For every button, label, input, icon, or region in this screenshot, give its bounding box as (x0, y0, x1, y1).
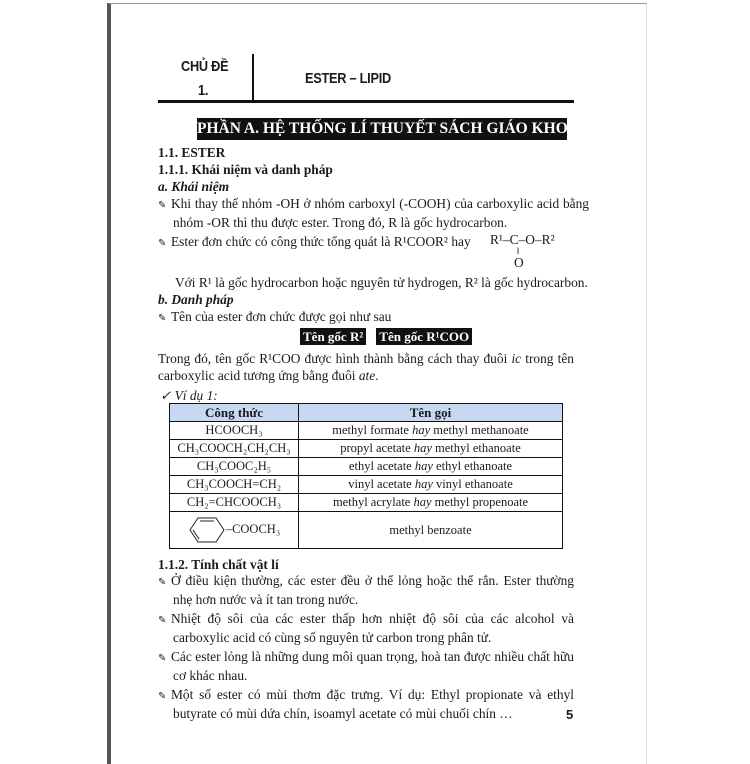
name-cell (299, 476, 563, 494)
name-label-r1coo: Tên gốc R¹COO (376, 328, 472, 345)
text: hay (412, 423, 431, 437)
carbonyl-oxygen: O (514, 255, 524, 270)
table-row (170, 440, 563, 458)
chapter-number: 1. (198, 82, 209, 99)
name-cell (299, 494, 563, 512)
text: Trong đó, tên gốc R¹COO được hình thành bằng cách thay đuôi (158, 351, 512, 366)
pen-bullet-icon: ✎ (158, 577, 167, 588)
column-header: Công thức (170, 404, 299, 422)
example-label (160, 387, 218, 404)
text: ethyl acetate (348, 459, 412, 473)
header-divider (252, 54, 254, 102)
bullet-item (158, 308, 574, 327)
bullet-item (158, 572, 574, 608)
text: hay (414, 477, 433, 491)
text: –COOCH₃ (225, 521, 281, 536)
formula-cell: HCOOCH₃ (170, 422, 299, 440)
formula-cell: CH₃COOCH=CH₂ (170, 476, 299, 494)
pen-bullet-icon: ✎ (158, 653, 167, 664)
formula-cell (170, 512, 299, 549)
table-row (170, 494, 563, 512)
text: methyl formate (332, 423, 409, 437)
bullet-text: Ester đơn chức có công thức tổng quát là (171, 234, 391, 249)
structural-formula: R¹–C–O–R² (490, 232, 555, 247)
text: hay (413, 441, 432, 455)
text: vinyl acetate (348, 477, 412, 491)
bullet-text: Khi thay thế nhóm -OH ở nhóm carboxyl (-COOH) của carboxylic acid bằng nhóm -OR thì thu được ester. Trong đó, R là gốc hydrocarbon. (171, 196, 589, 230)
double-bond-mark: ‖ (517, 246, 520, 256)
pen-bullet-icon: ✎ (158, 238, 167, 249)
table-row (170, 422, 563, 440)
heading-1-1-1: 1.1.1. Khái niệm và danh pháp (158, 162, 333, 177)
header-rule (158, 100, 574, 103)
text: hay (414, 459, 433, 473)
text: ic (511, 351, 522, 366)
page-number: 5 (566, 707, 574, 722)
ester-names-table (169, 403, 563, 549)
pen-bullet-icon: ✎ (158, 691, 167, 702)
section-banner: PHẦN A. HỆ THỐNG LÍ THUYẾT SÁCH GIÁO KHOA (197, 118, 567, 140)
pen-bullet-icon: ✎ (158, 200, 167, 211)
formula-cell: CH₃COOC₂H₅ (170, 458, 299, 476)
benzene-ring-icon (188, 515, 226, 545)
pen-bullet-icon: ✎ (158, 313, 167, 324)
formula-cell: CH₃COOCH₂CH₂CH₃ (170, 440, 299, 458)
table-row (170, 458, 563, 476)
hay-text: hay (451, 234, 471, 249)
chapter-label: CHỦ ĐỀ (181, 58, 229, 75)
text: hay (413, 495, 432, 509)
name-cell (299, 458, 563, 476)
heading-1-1: 1.1. ESTER (158, 145, 226, 160)
heading-a: a. Khái niệm (158, 179, 230, 194)
naming-rule (300, 328, 472, 345)
name-cell (299, 422, 563, 440)
text: propyl acetate (340, 441, 411, 455)
text: methyl ethanoate (435, 441, 521, 455)
r-definition: Với R¹ là gốc hydrocarbon hoặc nguyên tử hydrogen, R² là gốc hydrocarbon. (175, 275, 588, 290)
text: . (375, 368, 379, 383)
bullet-item (158, 610, 574, 646)
bullet-item (158, 686, 574, 722)
table-header-row (170, 404, 563, 422)
text: methyl propenoate (434, 495, 529, 509)
text: ate (358, 368, 376, 383)
general-formula: R¹COOR² (393, 234, 448, 249)
text: trong tên carboxylic acid tương ứng bằng đuôi (158, 351, 574, 383)
text: ethyl ethanoate (436, 459, 513, 473)
check-icon: ✓ (160, 388, 172, 403)
naming-explanation (158, 350, 574, 384)
bullet-text: Nhiệt độ sôi của các ester thấp hơn nhiệt độ sôi của các alcohol và carboxylic acid có cùng số nguyên tử carbon trong phân tử. (171, 611, 574, 645)
bullet-item (158, 195, 589, 231)
heading-b: b. Danh pháp (158, 292, 234, 307)
heading-1-1-2: 1.1.2. Tính chất vật lí (158, 557, 279, 572)
name-cell: methyl benzoate (299, 512, 563, 549)
name-cell (299, 440, 563, 458)
text: vinyl ethanoate (436, 477, 513, 491)
table-row (170, 476, 563, 494)
text: methyl acrylate (332, 495, 411, 509)
name-label-r2: Tên gốc R² (300, 328, 366, 345)
bullet-text: Một số ester có mùi thơm đặc trưng. Ví dụ: Ethyl propionate và ethyl butyrate có mùi dứa chín, isoamyl acetate có mùi chuối chín … (171, 687, 574, 721)
physical-properties-list (158, 572, 574, 722)
example-text: Ví dụ 1: (174, 388, 218, 403)
pen-bullet-icon: ✎ (158, 615, 167, 626)
table-row (170, 512, 563, 549)
bullet-text: Ở điều kiện thường, các ester đều ở thể lỏng hoặc thể rắn. Ester thường nhẹ hơn nước và ít tan trong nước. (171, 573, 574, 607)
column-header: Tên gọi (299, 404, 563, 422)
bullet-text: Các ester lỏng là những dung môi quan trọng, hoà tan được nhiều chất hữu cơ khác nhau. (171, 649, 574, 683)
bullet-text: Tên của ester đơn chức được gọi như sau (171, 309, 392, 324)
text: methyl methanoate (433, 423, 529, 437)
bullet-item (158, 648, 574, 684)
chapter-title: ESTER – LIPID (305, 70, 391, 87)
formula-cell: CH₂=CHCOOCH₃ (170, 494, 299, 512)
